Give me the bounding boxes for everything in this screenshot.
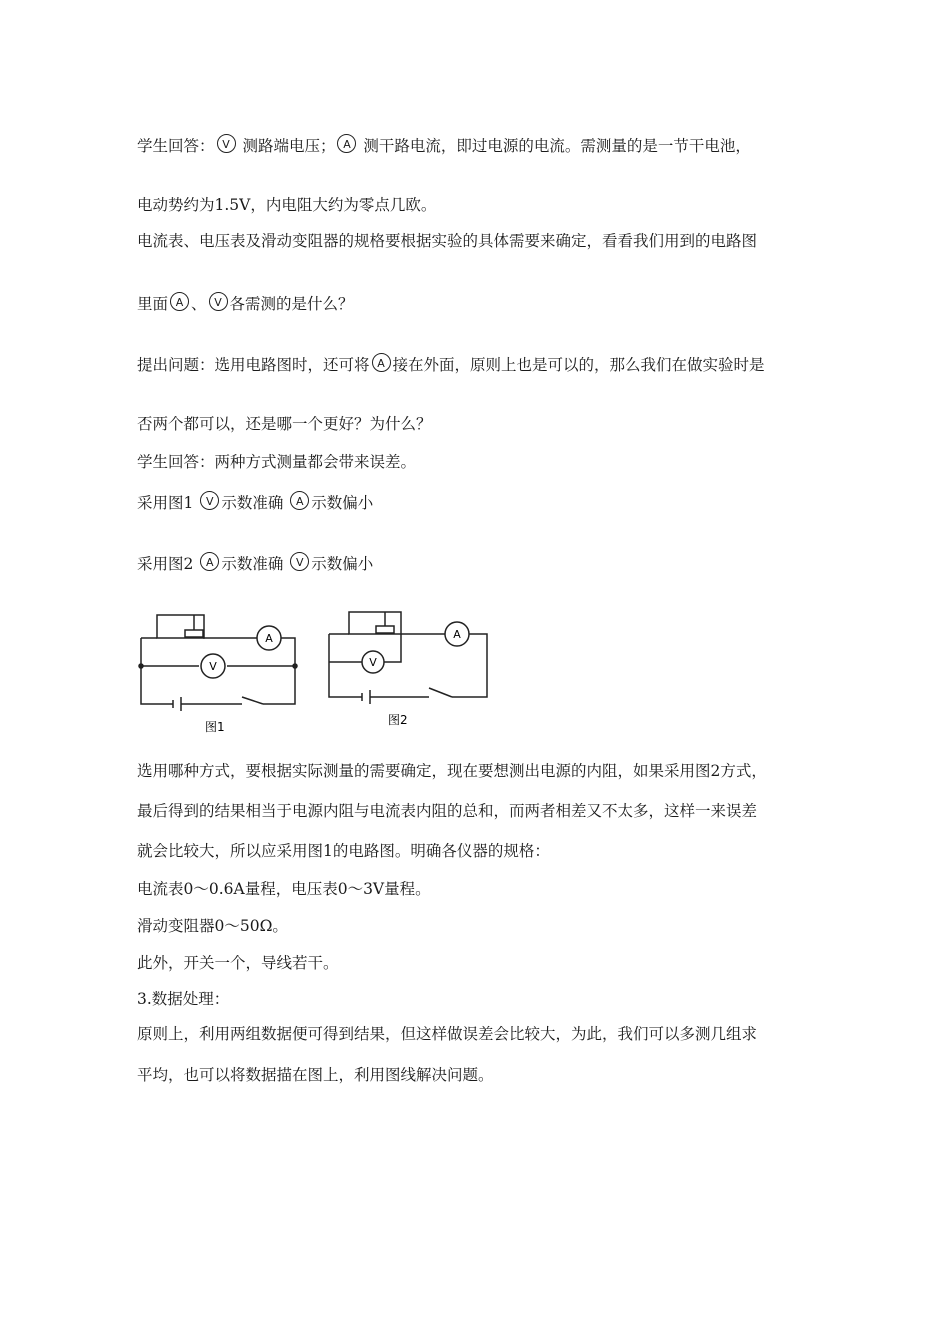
left-wire-2 [329,634,362,697]
text: 接在外面，原则上也是可以的，那么我们在做实验时是 [392,356,765,374]
text-line-12: 就会比较大，所以应采用图1的电路图。明确各仪器的规格： [137,842,550,860]
voltmeter-symbol: V [200,491,219,510]
text-line-10: 选用哪种方式，要根据实际测量的需要确定，现在要想测出电源的内阻，如果采用图2方式， [137,762,767,780]
text-line-3: 电流表、电压表及滑动变阻器的规格要根据实验的具体需要来确定，看看我们用到的电路图 [137,232,758,250]
text: 示数准确 [221,494,284,512]
text: 、 [191,295,207,313]
ammeter-symbol: A [372,353,391,372]
ammeter-symbol: A [200,552,219,571]
ammeter-symbol: A [290,491,309,510]
text-line-4 [137,292,354,314]
battery-1 [173,697,181,711]
text-line-7: 学生回答：两种方式测量都会带来误差。 [137,453,417,471]
ammeter-label-2: A [453,628,461,641]
voltmeter-label-2: V [369,656,377,669]
text: 示数偏小 [311,555,374,573]
voltmeter-symbol: V [217,134,236,153]
spec-switch-wires: 此外，开关一个，导线若干。 [137,954,339,972]
fig2-caption: 图2 [388,713,408,727]
text-line-11: 最后得到的结果相当于电源内阻与电流表内阻的总和，而两者相差又不太多，这样一来误差 [137,802,758,820]
text: 测路端电压； [242,137,336,155]
ammeter-label-1: A [265,632,273,645]
text: 示数准确 [221,555,284,573]
option-fig2-line [137,552,373,574]
text: 各需测的是什么？ [229,295,354,313]
right-wire-2 [452,634,487,697]
text-line-6: 否两个都可以，还是哪一个更好？为什么？ [137,415,432,433]
circuit-diagrams-svg [137,600,517,740]
voltmeter-branch-2 [329,634,401,662]
text: 示数偏小 [311,494,374,512]
option-fig1-line [137,491,373,513]
text-line-2: 电动势约为1.5V，内电阻大约为零点几欧。 [137,196,437,214]
section-heading: 3.数据处理： [137,990,230,1008]
ammeter-symbol: A [337,134,356,153]
answer-line-1 [137,134,751,156]
text: 采用图2 [137,555,194,573]
circuit-figure-1 [139,615,297,711]
voltmeter-symbol: V [290,552,309,571]
circuit-figure-2 [329,612,487,704]
switch-1 [242,697,263,704]
text: 测干路电流，即过电源的电流。需测量的是一节干电池， [363,137,751,155]
fig1-caption: 图1 [205,720,225,734]
text: 里面 [137,295,169,313]
right-wire-1 [263,638,295,704]
rheostat-1 [185,630,203,637]
switch-2 [429,688,452,697]
spec-ammeter-voltmeter: 电流表0～0.6A量程，电压表0～3V量程。 [137,880,431,898]
question-line [137,353,765,375]
text: 学生回答： [137,137,215,155]
text: 采用图1 [137,494,194,512]
text-line-17: 原则上，利用两组数据便可得到结果，但这样做误差会比较大，为此，我们可以多测几组求 [137,1025,758,1043]
voltmeter-label-1: V [209,660,217,673]
text: 提出问题：选用电路图时，还可将 [137,356,370,374]
circuit-figures [137,600,517,740]
text-line-18: 平均，也可以将数据描在图上，利用图线解决问题。 [137,1066,494,1084]
left-wire-1 [141,638,173,704]
rheostat-2 [376,626,394,633]
voltmeter-symbol: V [209,292,228,311]
spec-rheostat: 滑动变阻器0～50Ω。 [137,917,288,935]
ammeter-symbol: A [170,292,189,311]
battery-2 [362,690,370,704]
